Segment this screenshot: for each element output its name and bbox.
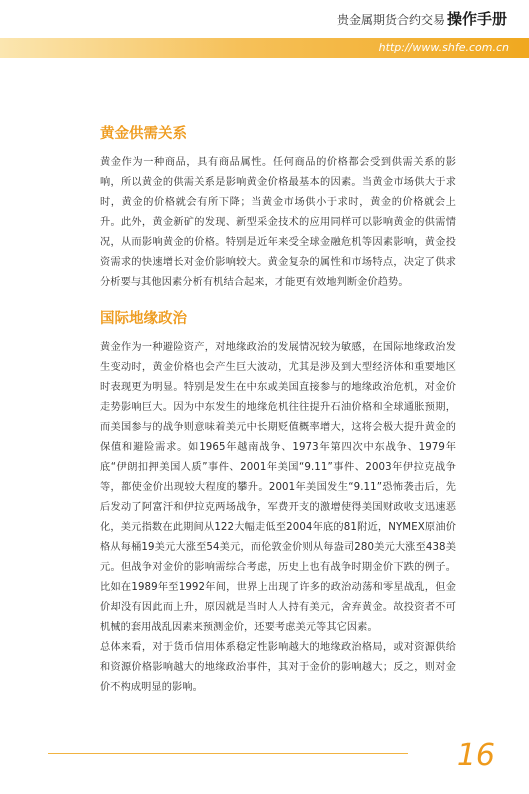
section-heading-supply-demand: 黄金供需关系 <box>100 126 187 142</box>
website-url: http://www.shfe.com.cn <box>378 41 509 54</box>
page-number: 16 <box>456 738 495 773</box>
manual-title-prefix: 贵金属期货合约交易 <box>336 13 445 27</box>
section-heading-geopolitics: 国际地缘政治 <box>100 311 187 327</box>
page-content <box>100 122 456 698</box>
supply-demand-paragraph: 黄金作为一种商品，具有商品属性。任何商品的价格都会受到供需关系的影响，所以黄金的供需关系是影响黄金价格最基本的因素。当黄金市场供大于求时，黄金的价格就会有所下降；当黄金市场供小于求时，黄金的价格就会上升。此外，黄金新矿的发现、新型采金技术的应用同样可以影响黄金的供需情况，从而影响黄金的价格。特别是近年来受全球金融危机等因素影响，黄金投资需求的快速增长对金价影响较大。黄金复杂的属性和市场特点，决定了供求分析要与其他因素分析有机结合起来，才能更有效地判断金价趋势。 <box>100 157 456 288</box>
manual-title <box>337 8 507 29</box>
footer-divider <box>48 753 408 754</box>
manual-title-bold: 操作手册 <box>446 10 507 28</box>
geopolitics-paragraph-2: 总体来看，对于货币信用体系稳定性影响越大的地缘政治格局，或对资源供给和资源价格影响越大的地缘政治事件，其对于金价的影响越大；反之，则对金价不构成明显的影响。 <box>100 642 456 693</box>
geopolitics-paragraph-1: 黄金作为一种避险资产，对地缘政治的发展情况较为敏感，在国际地缘政治发生变动时，黄金价格也会产生巨大波动，尤其是涉及到大型经济体和重要地区时表现更为明显。特别是发生在中东或美国直接参与的地缘政治危机，对金价走势影响巨大。因为中东发生的地缘危机往往提升石油价格和全球通胀预期，而美国参与的战争则意味着美元中长期贬值概率增大，这将会极大提升黄金的保值和避险需求。如1965年越南战争、1973年第四次中东战争、1979年底“伊朗扣押美国人质”事件、2001年美国“9.11”事件、2003年伊拉克战争等，都使金价出现较大程度的攀升。2001年美国发生“9.11”恐怖袭击后，先后发动了阿富汗和伊拉克两场战争，军费开支的激增使得美国财政收支迅速恶化，美元指数在此期间从122大幅走低至2004年底的81附近，NYMEX原油价格从每桶19美元大涨至54美元，而伦敦金价则从每盎司280美元大涨至438美元。但战争对金价的影响需综合考虑，历史上也有战争时期金价下跌的例子。比如在1989年至1992年间，世界上出现了许多的政治动荡和零星战乱，但金价却没有因此而上升，原因就是当时人人持有美元，舍弃黄金。故投资者不可机械的套用战乱因素来预测金价，还要考虑美元等其它因素。 <box>100 342 456 633</box>
